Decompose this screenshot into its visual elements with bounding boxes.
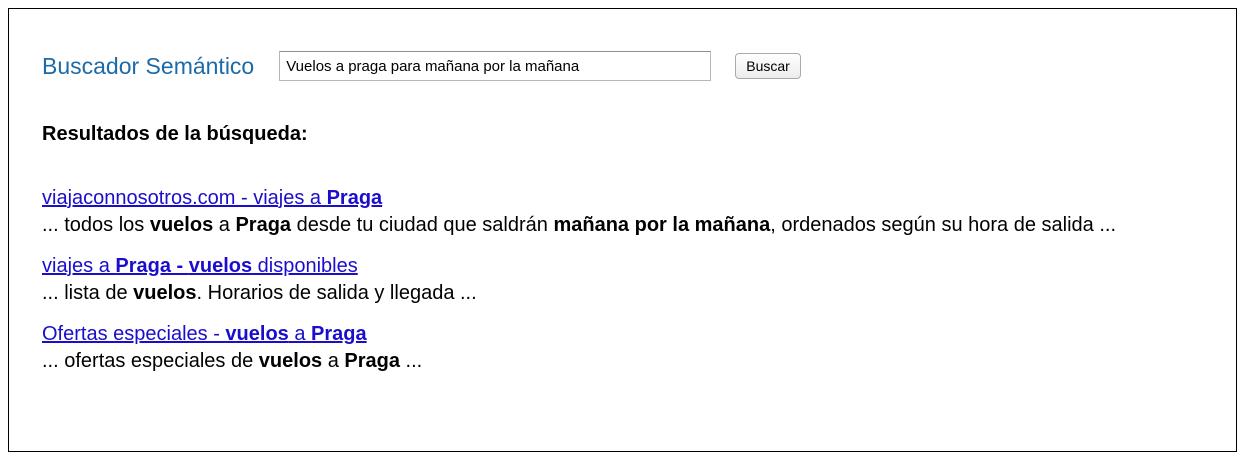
- result-snippet: [42, 347, 1152, 375]
- results-heading: Resultados de la búsqueda:: [42, 123, 308, 145]
- result-link[interactable]: [42, 185, 382, 211]
- snippet-keyword: Praga: [235, 214, 292, 236]
- search-input[interactable]: [279, 51, 711, 81]
- result-item: [42, 185, 1222, 239]
- snippet-text: ... todos los: [42, 214, 150, 236]
- snippet-text: ... ofertas especiales de: [42, 350, 259, 372]
- snippet-text: . Horarios de salida y llegada ...: [196, 282, 477, 304]
- result-title-text: viajaconnosotros.com - viajes a: [42, 187, 327, 209]
- result-title-text: a: [288, 323, 312, 345]
- result-title-text: Ofertas especiales -: [42, 323, 226, 345]
- result-title-keyword: vuelos: [188, 255, 253, 277]
- result-item: [42, 321, 1222, 375]
- result-title-keyword: Praga: [326, 187, 383, 209]
- snippet-keyword: vuelos: [258, 350, 323, 372]
- result-title-text: disponibles: [252, 255, 358, 277]
- result-link[interactable]: [42, 321, 367, 347]
- result-title-keyword: vuelos: [225, 323, 289, 345]
- result-title-separator: -: [170, 255, 189, 277]
- snippet-keyword: vuelos: [133, 282, 197, 304]
- result-snippet: [42, 279, 1152, 307]
- snippet-text: desde tu ciudad que saldrán: [291, 214, 554, 236]
- search-button[interactable]: Buscar: [735, 53, 801, 79]
- snippet-text: , ordenados según su hora de salida ...: [770, 214, 1117, 236]
- app-title: Buscador Semántico: [42, 52, 255, 79]
- snippet-keyword: mañana por la mañana: [553, 214, 771, 236]
- result-title-keyword: Praga: [115, 255, 171, 277]
- snippet-text: a: [213, 214, 236, 236]
- snippet-text: ...: [400, 350, 423, 372]
- result-link[interactable]: [42, 253, 358, 279]
- result-item: [42, 253, 1222, 307]
- result-snippet: [42, 211, 1152, 239]
- result-title-keyword: Praga: [311, 323, 367, 345]
- page-frame: [8, 8, 1237, 452]
- search-header: [42, 41, 801, 91]
- results-list: [42, 185, 1222, 389]
- snippet-text: ... lista de: [42, 282, 134, 304]
- result-title-text: viajes a: [42, 255, 116, 277]
- snippet-keyword: Praga: [344, 350, 400, 372]
- snippet-text: a: [322, 350, 345, 372]
- snippet-keyword: vuelos: [149, 214, 214, 236]
